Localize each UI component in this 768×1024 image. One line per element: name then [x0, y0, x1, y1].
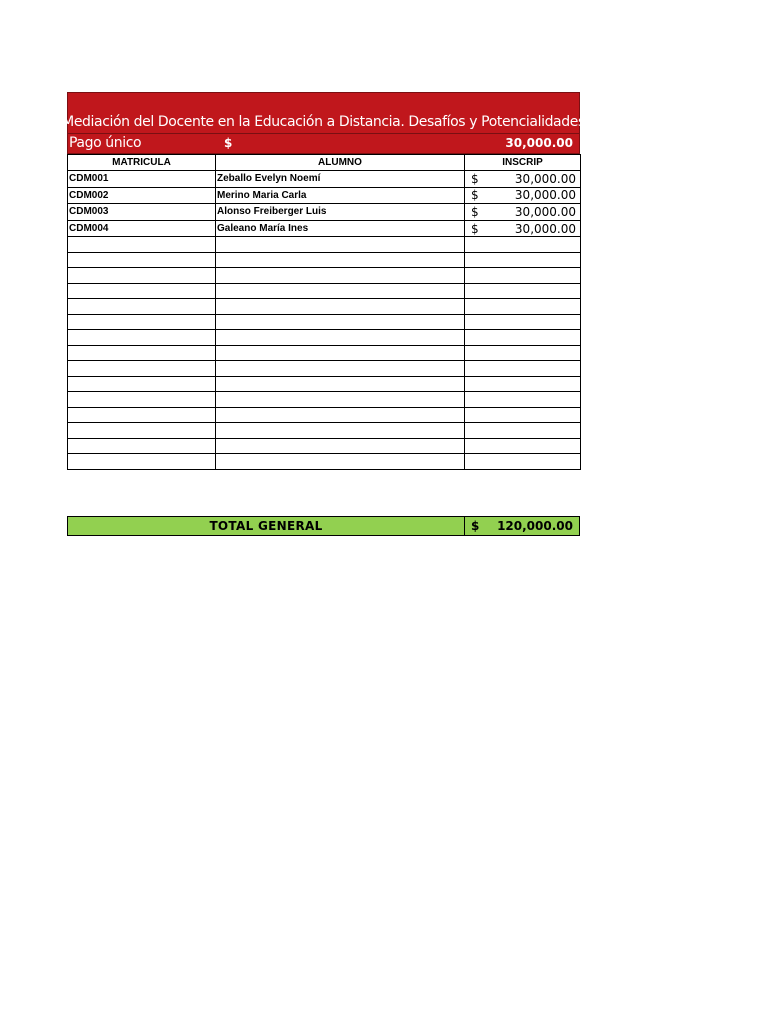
cell-matricula[interactable]: CDM004	[68, 220, 216, 237]
cell-alumno[interactable]	[216, 438, 465, 454]
cell-currency: $	[471, 171, 479, 186]
cell-alumno[interactable]	[216, 283, 465, 299]
empty-table-row	[68, 438, 581, 454]
cell-inscrip[interactable]	[465, 252, 581, 268]
pago-unico-currency: $	[224, 136, 233, 150]
cell-alumno[interactable]	[216, 330, 465, 346]
cell-alumno[interactable]: Galeano María Ines	[216, 220, 465, 237]
empty-table-row	[68, 345, 581, 361]
empty-table-row	[68, 407, 581, 423]
cell-inscrip[interactable]	[465, 345, 581, 361]
cell-matricula[interactable]	[68, 392, 216, 408]
cell-alumno[interactable]	[216, 454, 465, 470]
cell-alumno[interactable]	[216, 237, 465, 253]
cell-matricula[interactable]	[68, 299, 216, 315]
cell-inscrip[interactable]	[465, 171, 581, 188]
table-row	[68, 171, 581, 188]
cell-amount: 30,000.00	[514, 188, 576, 203]
cell-matricula[interactable]	[68, 407, 216, 423]
cell-matricula[interactable]	[68, 423, 216, 439]
cell-inscrip[interactable]	[465, 268, 581, 284]
column-header-alumno[interactable]: ALUMNO	[216, 155, 465, 171]
cell-alumno[interactable]: Merino Maria Carla	[216, 187, 465, 204]
cell-matricula[interactable]	[68, 314, 216, 330]
students-table	[67, 154, 581, 470]
total-general-label: TOTAL GENERAL	[68, 517, 465, 535]
cell-alumno[interactable]	[216, 407, 465, 423]
cell-alumno[interactable]	[216, 252, 465, 268]
cell-matricula[interactable]	[68, 361, 216, 377]
cell-matricula[interactable]	[68, 376, 216, 392]
total-amount: 120,000.00	[497, 519, 573, 533]
cell-matricula[interactable]	[68, 237, 216, 253]
cell-inscrip[interactable]	[465, 283, 581, 299]
cell-amount: 30,000.00	[514, 204, 576, 219]
cell-amount: 30,000.00	[514, 171, 576, 186]
table-row	[68, 187, 581, 204]
cell-currency: $	[471, 221, 479, 236]
total-general-cell[interactable]	[465, 517, 579, 535]
cell-inscrip[interactable]	[465, 361, 581, 377]
cell-inscrip[interactable]	[465, 376, 581, 392]
cell-alumno[interactable]	[216, 299, 465, 315]
cell-matricula[interactable]	[68, 438, 216, 454]
cell-inscrip[interactable]	[465, 438, 581, 454]
cell-inscrip[interactable]	[465, 423, 581, 439]
empty-table-row	[68, 268, 581, 284]
cell-matricula[interactable]	[68, 330, 216, 346]
cell-alumno[interactable]	[216, 345, 465, 361]
cell-alumno[interactable]	[216, 423, 465, 439]
cell-inscrip[interactable]	[465, 454, 581, 470]
cell-alumno[interactable]	[216, 361, 465, 377]
table-body	[68, 171, 581, 470]
empty-table-row	[68, 314, 581, 330]
empty-table-row	[68, 252, 581, 268]
cell-alumno[interactable]: Zeballo Evelyn Noemí	[216, 171, 465, 188]
cell-inscrip[interactable]	[465, 187, 581, 204]
cell-matricula[interactable]	[68, 345, 216, 361]
cell-alumno[interactable]	[216, 314, 465, 330]
cell-inscrip[interactable]	[465, 330, 581, 346]
table-row	[68, 204, 581, 221]
empty-table-row	[68, 361, 581, 377]
cell-amount: 30,000.00	[514, 221, 576, 236]
cell-matricula[interactable]: CDM003	[68, 204, 216, 221]
cell-alumno[interactable]: Alonso Freiberger Luis	[216, 204, 465, 221]
table-row	[68, 220, 581, 237]
empty-table-row	[68, 454, 581, 470]
total-general-row	[67, 516, 580, 536]
cell-inscrip[interactable]	[465, 220, 581, 237]
cell-matricula[interactable]	[68, 268, 216, 284]
column-header-inscrip[interactable]: INSCRIP	[465, 155, 581, 171]
cell-currency: $	[471, 204, 479, 219]
cell-matricula[interactable]: CDM001	[68, 171, 216, 188]
cell-inscrip[interactable]	[465, 237, 581, 253]
empty-table-row	[68, 392, 581, 408]
empty-table-row	[68, 299, 581, 315]
cell-inscrip[interactable]	[465, 204, 581, 221]
cell-matricula[interactable]: CDM002	[68, 187, 216, 204]
table-header-row	[68, 155, 581, 171]
column-header-matricula[interactable]: MATRICULA	[68, 155, 216, 171]
pago-unico-label: Pago único	[69, 135, 142, 151]
empty-table-row	[68, 283, 581, 299]
cell-inscrip[interactable]	[465, 407, 581, 423]
empty-table-row	[68, 237, 581, 253]
total-currency: $	[471, 519, 480, 533]
cell-alumno[interactable]	[216, 392, 465, 408]
empty-table-row	[68, 330, 581, 346]
spreadsheet	[62, 92, 585, 470]
cell-alumno[interactable]	[216, 268, 465, 284]
cell-inscrip[interactable]	[465, 299, 581, 315]
cell-currency: $	[471, 188, 479, 203]
sheet-title-text: Mediación del Docente en la Educación a Distancia. Desafíos y Potencialidades	[62, 114, 585, 130]
pago-unico-row	[67, 134, 580, 154]
pago-unico-amount: 30,000.00	[505, 136, 573, 150]
sheet-title	[62, 92, 585, 134]
empty-table-row	[68, 376, 581, 392]
cell-alumno[interactable]	[216, 376, 465, 392]
empty-table-row	[68, 423, 581, 439]
cell-inscrip[interactable]	[465, 392, 581, 408]
cell-matricula[interactable]	[68, 283, 216, 299]
cell-inscrip[interactable]	[465, 314, 581, 330]
cell-matricula[interactable]	[68, 252, 216, 268]
cell-matricula[interactable]	[68, 454, 216, 470]
